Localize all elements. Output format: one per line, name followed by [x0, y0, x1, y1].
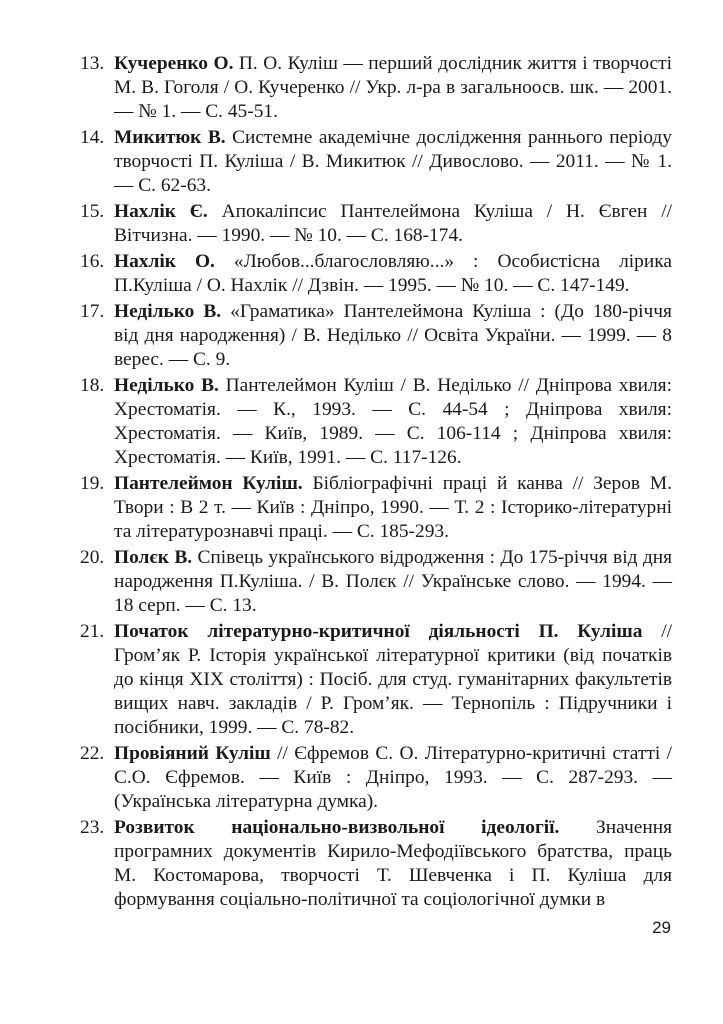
- entry-text: // Гром’як Р. Історія української літературної критики (від початків до кінця XIX століття) : Посіб. для студ. гуманітарних факультетів вищих навч. закладів / Р. Гром’як. — Тернопіль : Підручники і посібники, 1999. — С. 78-82.: [114, 621, 672, 738]
- bibliography-entry: [80, 52, 672, 124]
- entry-author: Кучеренко О.: [114, 53, 234, 74]
- bibliography-entry: [80, 472, 672, 544]
- bibliography-entry: [80, 816, 672, 912]
- entry-number: 20.: [80, 547, 105, 568]
- entry-author: Полєк В.: [114, 547, 193, 568]
- entry-author: Початок літературно-критичної діяльності П. Куліша: [114, 621, 643, 642]
- bibliography-entry: [80, 300, 672, 372]
- bibliography-entry: [80, 742, 672, 814]
- entry-number: 21.: [80, 621, 105, 642]
- entry-author: Розвиток національно-визвольної ідеології.: [114, 817, 560, 838]
- entry-text: // Єфремов С. О. Літературно-критичні статті / С.О. Єфремов. — Київ : Дніпро, 1993. — С. 287-293. — (Українська літературна думка).: [114, 743, 672, 812]
- entry-text: Значення програмних документів Кирило-Мефодіївського братства, праць М. Костомарова, творчості Т. Шевченка і П. Куліша для формування соціально-політичної та соціологічної думки в: [114, 817, 672, 910]
- bibliography-list: [80, 52, 672, 914]
- entry-number: 18.: [80, 375, 105, 396]
- entry-text: Апокаліпсис Пантелеймона Куліша / Н. Євген // Вітчизна. — 1990. — № 10. — С. 168-174.: [114, 201, 672, 246]
- entry-number: 15.: [80, 201, 105, 222]
- bibliography-entry: [80, 200, 672, 248]
- bibliography-entry: [80, 126, 672, 198]
- entry-text: Бібліографічні праці й канва // Зеров М. Твори : В 2 т. — Київ : Дніпро, 1990. — Т. 2 : Історико-літературні та літературознавчі праці. — С. 185-293.: [114, 473, 672, 542]
- entry-author: Нахлік Є.: [114, 201, 208, 222]
- entry-author: Провіяний Куліш: [114, 743, 271, 764]
- bibliography-entry: [80, 546, 672, 618]
- entry-author: Нахлік О.: [114, 251, 215, 272]
- entry-text: Співець українського відродження : До 175-річчя від дня народження П.Куліша. / В. Полєк // Українське слово. — 1994. — 18 серп. — С. 13.: [114, 547, 672, 616]
- bibliography-entry: [80, 250, 672, 298]
- entry-number: 22.: [80, 743, 105, 764]
- entry-text: Пантелеймон Куліш / В. Неділько // Дніпрова хвиля: Хрестоматія. — К., 1993. — С. 44-54 ; Дніпрова хвиля: Хрестоматія. — Київ, 1989. — С. 106-114 ; Дніпрова хвиля: Хрестоматія. — Київ, 1991. — С. 117-126.: [114, 375, 672, 468]
- entry-number: 16.: [80, 251, 105, 272]
- bibliography-entry: [80, 374, 672, 470]
- entry-number: 23.: [80, 817, 105, 838]
- bibliography-entry: [80, 620, 672, 740]
- entry-author: Микитюк В.: [114, 127, 226, 148]
- entry-text: «Граматика» Пантелеймона Куліша : (До 180-річчя від дня народження) / В. Неділько // Освіта України. — 1999. — 8 верес. — С. 9.: [114, 301, 672, 370]
- entry-author: Пантелеймон Куліш.: [114, 473, 303, 494]
- entry-number: 14.: [80, 127, 105, 148]
- entry-text: Системне академічне дослідження раннього періоду творчості П. Куліша / В. Микитюк // Дивослово. — 2011. — № 1. — С. 62-63.: [114, 127, 672, 196]
- entry-text: «Любов...благословляю...» : Особистісна лірика П.Куліша / О. Нахлік // Дзвін. — 1995. — № 10. — С. 147-149.: [114, 251, 672, 296]
- entry-number: 19.: [80, 473, 105, 494]
- entry-number: 17.: [80, 301, 105, 322]
- entry-author: Неділько В.: [114, 301, 222, 322]
- entry-text: П. О. Куліш — перший дослідник життя і творчості М. В. Гоголя / О. Кучеренко // Укр. л-ра в загальноосв. шк. — 2001. — № 1. — С. 45-51.: [114, 53, 672, 122]
- page-number: 29: [652, 918, 671, 937]
- entry-number: 13.: [80, 53, 105, 74]
- entry-author: Неділько В.: [114, 375, 219, 396]
